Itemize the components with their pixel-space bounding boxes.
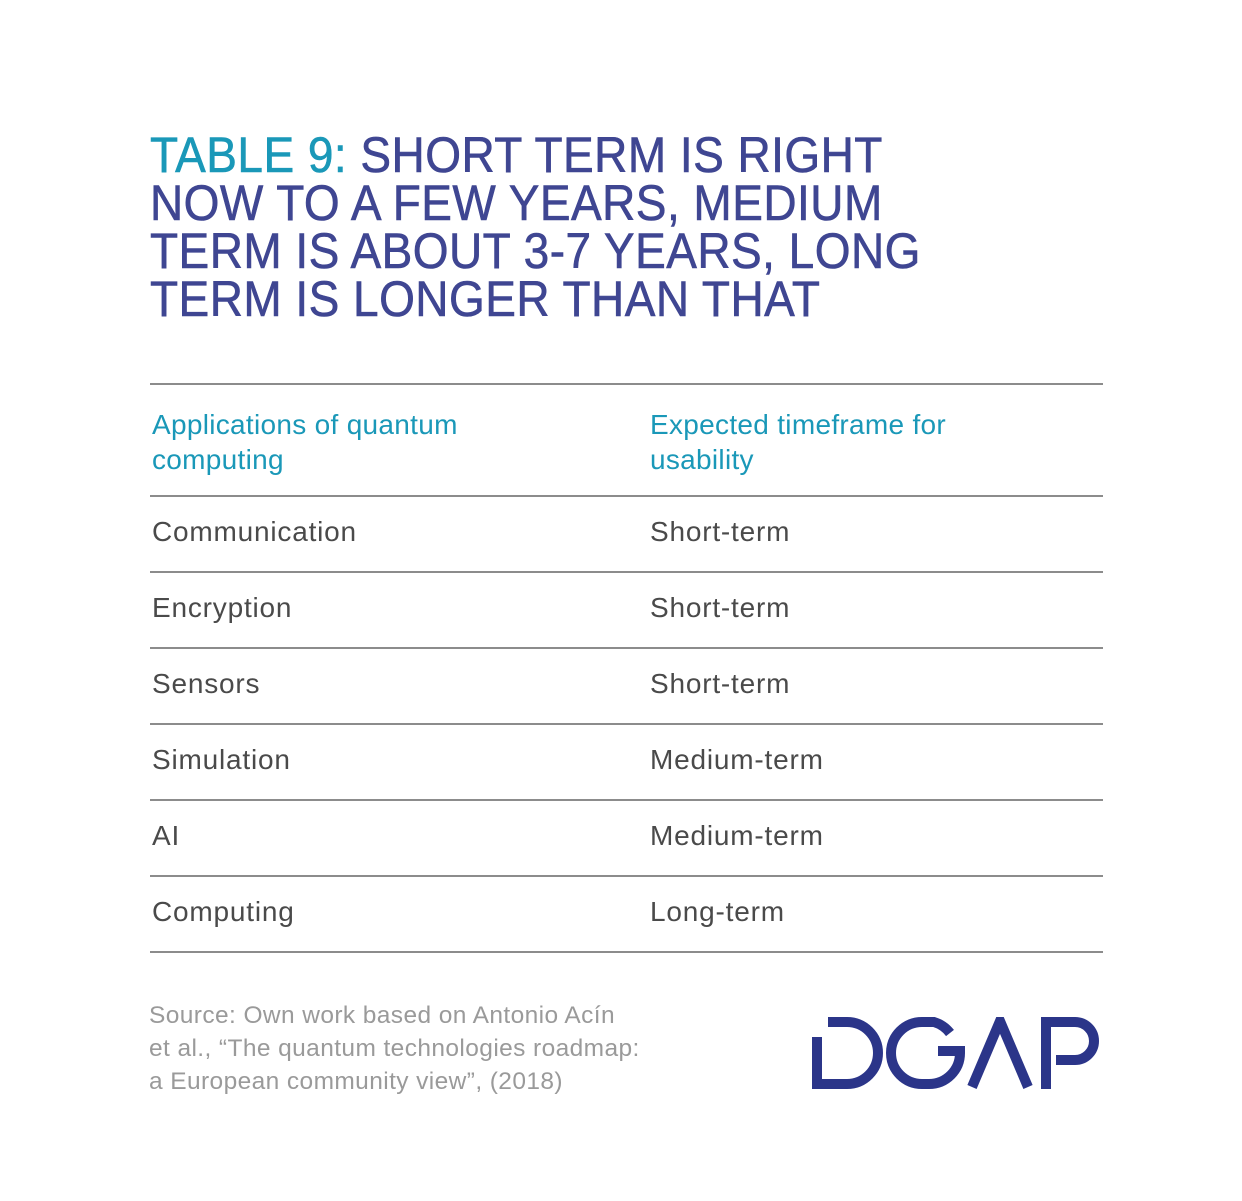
column-header-applications-text: Applications of quantum computing xyxy=(152,409,458,475)
cell-application: AI xyxy=(152,820,181,851)
cell-timeframe: Medium-term xyxy=(650,744,824,775)
source-line-1: Source: Own work based on Antonio Acín xyxy=(149,1002,615,1029)
cell-timeframe: Long-term xyxy=(650,896,785,927)
cell-application: Encryption xyxy=(152,592,293,623)
table-row xyxy=(150,497,1103,571)
column-header-timeframe xyxy=(650,407,1103,477)
cell-application: Communication xyxy=(152,516,357,547)
table-label: TABLE 9: xyxy=(150,127,348,183)
cell-timeframe: Short-term xyxy=(650,668,791,699)
table-row xyxy=(150,801,1103,875)
table-row xyxy=(150,725,1103,799)
cell-timeframe: Medium-term xyxy=(650,820,824,851)
cell-application: Sensors xyxy=(152,668,261,699)
cell-timeframe: Short-term xyxy=(650,516,791,547)
cell-application: Simulation xyxy=(152,744,291,775)
column-header-applications xyxy=(150,407,650,477)
cell-timeframe: Short-term xyxy=(650,592,791,623)
table-header-row xyxy=(150,385,1103,495)
source-line-2: et al., “The quantum technologies roadmap: xyxy=(149,1035,640,1062)
dgap-logo xyxy=(812,1017,1108,1089)
table-row xyxy=(150,649,1103,723)
page-title xyxy=(150,127,978,327)
source-note xyxy=(149,999,749,1098)
table-row xyxy=(150,877,1103,951)
source-line-3: a European community view”, (2018) xyxy=(149,1068,563,1095)
column-header-timeframe-text: Expected timeframe for usability xyxy=(650,409,947,475)
cell-application: Computing xyxy=(152,896,295,927)
table-bottom-rule xyxy=(150,951,1103,953)
title-text: SHORT TERM IS RIGHT NOW TO A FEW YEARS, MEDIUM TERM IS ABOUT 3-7 YEARS, LONG TERM IS LONGER THAN THAT xyxy=(150,127,921,327)
timeframe-table xyxy=(150,383,1103,953)
table-row xyxy=(150,573,1103,647)
